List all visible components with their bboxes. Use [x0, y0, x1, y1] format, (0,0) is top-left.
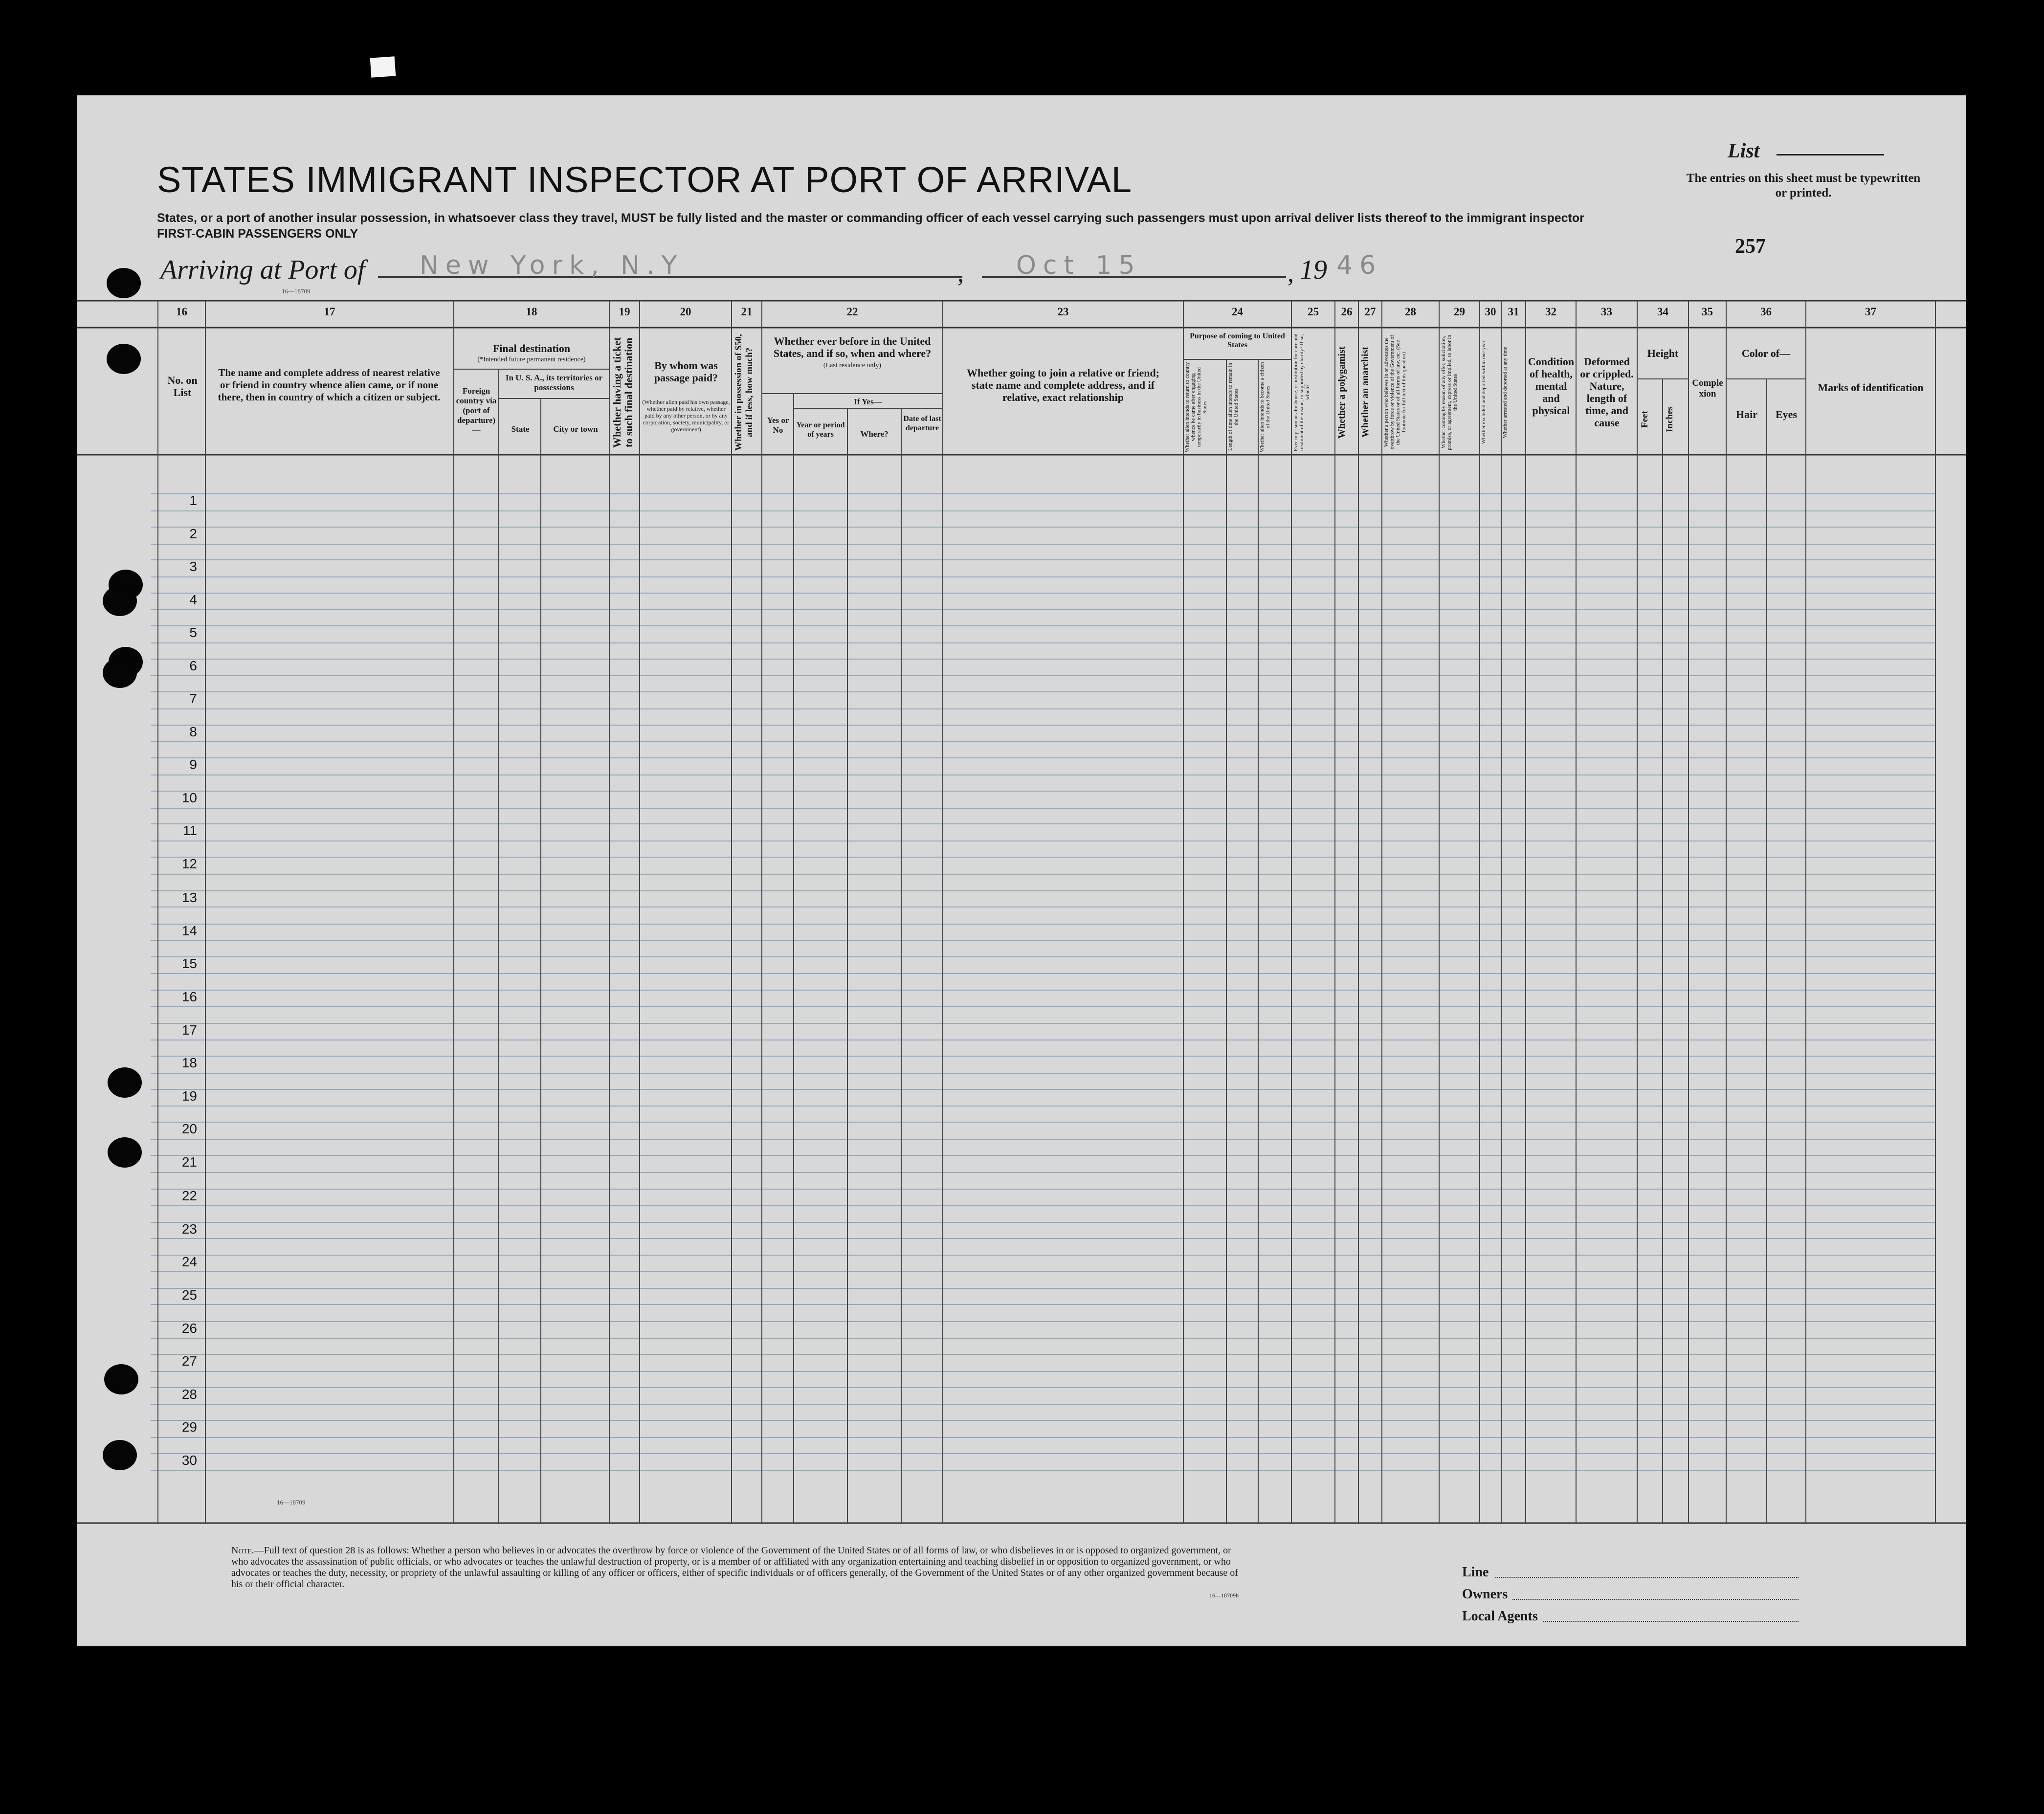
col-30-number: 30 — [1485, 306, 1496, 318]
col-25-header: Ever in prison or almshouse, or institution for care and treatment of the insane, or supported by charity? If so, which? — [1293, 333, 1311, 451]
comma-separator-2: , — [1288, 260, 1294, 288]
line-label: Line — [1462, 1565, 1489, 1580]
col-24-a: Whether alien intends to return to country whence he came after engaging temporarily in business in the United States — [1184, 362, 1208, 452]
typewritten-note: The entries on this sheet must be typewritten or printed. — [1686, 172, 1921, 199]
col-22-note: (Last residence only) — [823, 362, 882, 369]
page-number: 257 — [1735, 235, 1766, 258]
row-number-16: 16 — [181, 989, 197, 1004]
col-16-number: 16 — [176, 306, 187, 318]
row-number-28: 28 — [181, 1387, 197, 1402]
col-22-date: Date of last departure — [903, 415, 941, 432]
owners-label: Owners — [1462, 1587, 1508, 1602]
subtitle-line-2: FIRST-CABIN PASSENGERS ONLY — [157, 227, 358, 241]
col-22-years: Year or period of years — [796, 421, 845, 439]
row-number-19: 19 — [181, 1088, 197, 1104]
row-rules — [151, 494, 1935, 1470]
manifest-sheet — [77, 95, 1966, 1646]
col-17-number: 17 — [324, 306, 335, 318]
col-34-number: 34 — [1657, 306, 1668, 318]
col-32-number: 32 — [1545, 306, 1556, 318]
col-36-eyes: Eyes — [1776, 408, 1797, 420]
col-18-note: (*Intended future permanent residence) — [477, 356, 586, 363]
col-20-number: 20 — [680, 306, 691, 318]
col-22-header: Whether ever before in the United States, and if so, when and where? — [773, 335, 932, 359]
year-handwriting: 46 — [1336, 251, 1383, 280]
port-handwriting: New York, N.Y — [420, 251, 684, 280]
col-31-header: Whether arrested and deported at any time — [1502, 347, 1508, 438]
owners-field[interactable] — [1512, 1599, 1799, 1600]
col-25-number: 25 — [1308, 306, 1319, 318]
col-20-note: (Whether alien paid his own passage, whether paid by relative, whether paid by any other person, or by any corporation, society, municipality, or government) — [642, 398, 730, 433]
col-29-header: Whether coming by reason of any offer, solicitation, promise, or agreement, express or implied, to labor in the United States — [1441, 334, 1458, 450]
arriving-label: Arriving at Port of — [160, 255, 365, 285]
col-26-header: Whether a polygamist — [1336, 346, 1347, 439]
col-30-header: Whether excluded and deported within one year — [1481, 340, 1487, 444]
row-number-10: 10 — [181, 790, 197, 805]
row-number-14: 14 — [181, 923, 197, 938]
line-field[interactable] — [1495, 1577, 1799, 1578]
col-32-header: Condition of health, mental and physical — [1528, 355, 1575, 417]
footnote-text: —Full text of question 28 is as follows: Whether a person who believes in or advocates the overthrow by force or violence of the Government of the United States or of all forms of law, or who disbelieves in or is opposed to organized government, or who advocates the assassination of public officials, or who advocates or teaches the unlawful destruction of property, or is a member of or affiliated with any organization entertaining and teaching disbelief in or opposition to organized government, or who advocates or teaches the duty, necessity, or propriety of the unlawful assaulting or killing of any officer or officers, either of specific individuals or of officers generally, of the Government of the United States or of any other organized government because of his or their official character. — [231, 1545, 1238, 1590]
row-number-21: 21 — [181, 1154, 197, 1170]
punch-hole-1 — [107, 268, 141, 298]
table-grid — [77, 95, 1966, 1646]
col-19-header: Whether having a ticket to such final destination — [611, 337, 635, 448]
col-18-city: City or town — [553, 424, 598, 434]
row-number-1: 1 — [189, 493, 197, 508]
col-35-header: Complexion — [1692, 378, 1723, 399]
row-number-7: 7 — [189, 691, 197, 706]
col-35-number: 35 — [1702, 306, 1713, 318]
col-23-number: 23 — [1057, 306, 1069, 318]
paper-tab — [370, 56, 396, 77]
col-36-hair: Hair — [1736, 408, 1757, 420]
col-18-foreign: Foreign country via (port of departure)— — [456, 386, 497, 435]
column-rules — [158, 301, 1935, 1523]
row-number-25: 25 — [181, 1287, 197, 1303]
row-number-23: 23 — [181, 1221, 197, 1237]
col-22-number: 22 — [846, 306, 858, 318]
row-number-29: 29 — [181, 1419, 197, 1435]
col-24-header: Purpose of coming to United States — [1190, 332, 1285, 349]
col-34-feet: Feet — [1640, 411, 1650, 428]
row-number-2: 2 — [189, 526, 197, 541]
local-agents-field[interactable] — [1543, 1621, 1799, 1622]
col-18-header: Final destination — [492, 342, 571, 354]
col-23-header: Whether going to join a relative or friend; state name and complete address, and if relative, exact relationship — [966, 367, 1160, 403]
col-22-if-yes: If Yes— — [854, 397, 882, 406]
col-28-number: 28 — [1405, 306, 1416, 318]
punch-hole-7 — [108, 1067, 142, 1098]
col-34-header: Height — [1647, 347, 1679, 359]
row-number-17: 17 — [181, 1022, 197, 1038]
col-29-number: 29 — [1454, 306, 1465, 318]
col-37-header: Marks of identification — [1818, 381, 1924, 394]
footnote-form-number: 16—18709b — [1209, 1592, 1239, 1599]
local-agents-label: Local Agents — [1462, 1609, 1538, 1624]
footnote — [231, 1545, 1239, 1601]
col-18-number: 18 — [526, 306, 537, 318]
col-26-number: 26 — [1341, 306, 1353, 318]
form-number-top: 16—18709 — [282, 288, 311, 295]
row-number-4: 4 — [189, 592, 197, 607]
col-17-header: The name and complete address of nearest relative or friend in country whence alien came, or if none there, then in country of which a citizen or subject. — [218, 367, 441, 403]
row-number-15: 15 — [181, 956, 197, 971]
punch-hole-8 — [108, 1137, 142, 1168]
col-33-header: Deformed or crippled. Nature, length of time, and cause — [1580, 355, 1634, 429]
col-36-number: 36 — [1760, 306, 1772, 318]
comma-separator: , — [957, 260, 964, 288]
subtitle-line-1: States, or a port of another insular possession, in whatsoever class they travel, MUST be fully listed and the master or commanding officer of each vessel carrying such passengers must upon arrival deliver lists thereof to the immigrant inspector — [157, 211, 1584, 225]
row-number-18: 18 — [181, 1055, 197, 1070]
col-24-number: 24 — [1232, 306, 1243, 318]
form-number-bottom: 16—18709 — [277, 1499, 306, 1506]
row-number-27: 27 — [181, 1353, 197, 1369]
col-22-yes-no: Yes or No — [767, 416, 789, 435]
row-number-3: 3 — [189, 559, 197, 574]
col-20-header: By whom was passage paid? — [654, 359, 718, 384]
page-title: STATES IMMIGRANT INSPECTOR AT PORT OF ARRIVAL — [157, 159, 1133, 200]
col-36-header: Color of— — [1741, 347, 1791, 359]
col-27-number: 27 — [1364, 306, 1376, 318]
footnote-lead: Note. — [231, 1545, 254, 1556]
row-number-5: 5 — [189, 625, 197, 640]
col-22-where: Where? — [860, 429, 889, 439]
row-number-22: 22 — [181, 1188, 197, 1203]
col-19-number: 19 — [619, 306, 630, 318]
punch-hole-9 — [104, 1364, 138, 1394]
row-number-24: 24 — [181, 1254, 197, 1269]
row-number-26: 26 — [181, 1321, 197, 1336]
row-number-12: 12 — [181, 856, 197, 871]
col-24-b: Length of time alien intends to remain in the United States — [1227, 363, 1239, 451]
row-number-20: 20 — [181, 1121, 197, 1136]
list-label: List — [1728, 140, 1760, 162]
col-31-number: 31 — [1508, 306, 1519, 318]
col-34-inches: Inches — [1665, 406, 1675, 432]
col-21-header: Whether in possession of $50, and if less, how much? — [733, 334, 755, 451]
row-number-9: 9 — [189, 757, 197, 772]
main-rules — [77, 301, 1966, 1523]
col-16-header: No. on List — [167, 374, 198, 398]
row-number-30: 30 — [181, 1453, 197, 1468]
row-number-8: 8 — [189, 724, 197, 739]
col-37-number: 37 — [1865, 306, 1876, 318]
col-18-usa: In U. S. A., its territories or possessions — [505, 373, 603, 392]
punch-hole-10 — [103, 1440, 137, 1470]
col-18-state: State — [511, 424, 530, 434]
punch-hole-2 — [107, 344, 141, 374]
punch-hole-4 — [103, 586, 137, 616]
date-handwriting: Oct 15 — [1016, 251, 1142, 280]
col-28-header: Whether a person who believes in or advocates the overthrow by force or violence of the Government of the United States or of all forms of law, etc. (See footnote for full text of this question) — [1383, 335, 1407, 450]
col-24-c: Whether alien intends to become a citizen of the United States — [1259, 362, 1271, 452]
year-prefix: 19 — [1300, 255, 1327, 285]
col-21-number: 21 — [741, 306, 753, 318]
row-number-11: 11 — [182, 823, 197, 838]
col-33-number: 33 — [1601, 306, 1612, 318]
row-number-6: 6 — [189, 658, 197, 673]
col-27-header: Whether an anarchist — [1360, 347, 1371, 438]
punch-hole-6 — [103, 658, 137, 688]
row-number-13: 13 — [181, 890, 197, 905]
